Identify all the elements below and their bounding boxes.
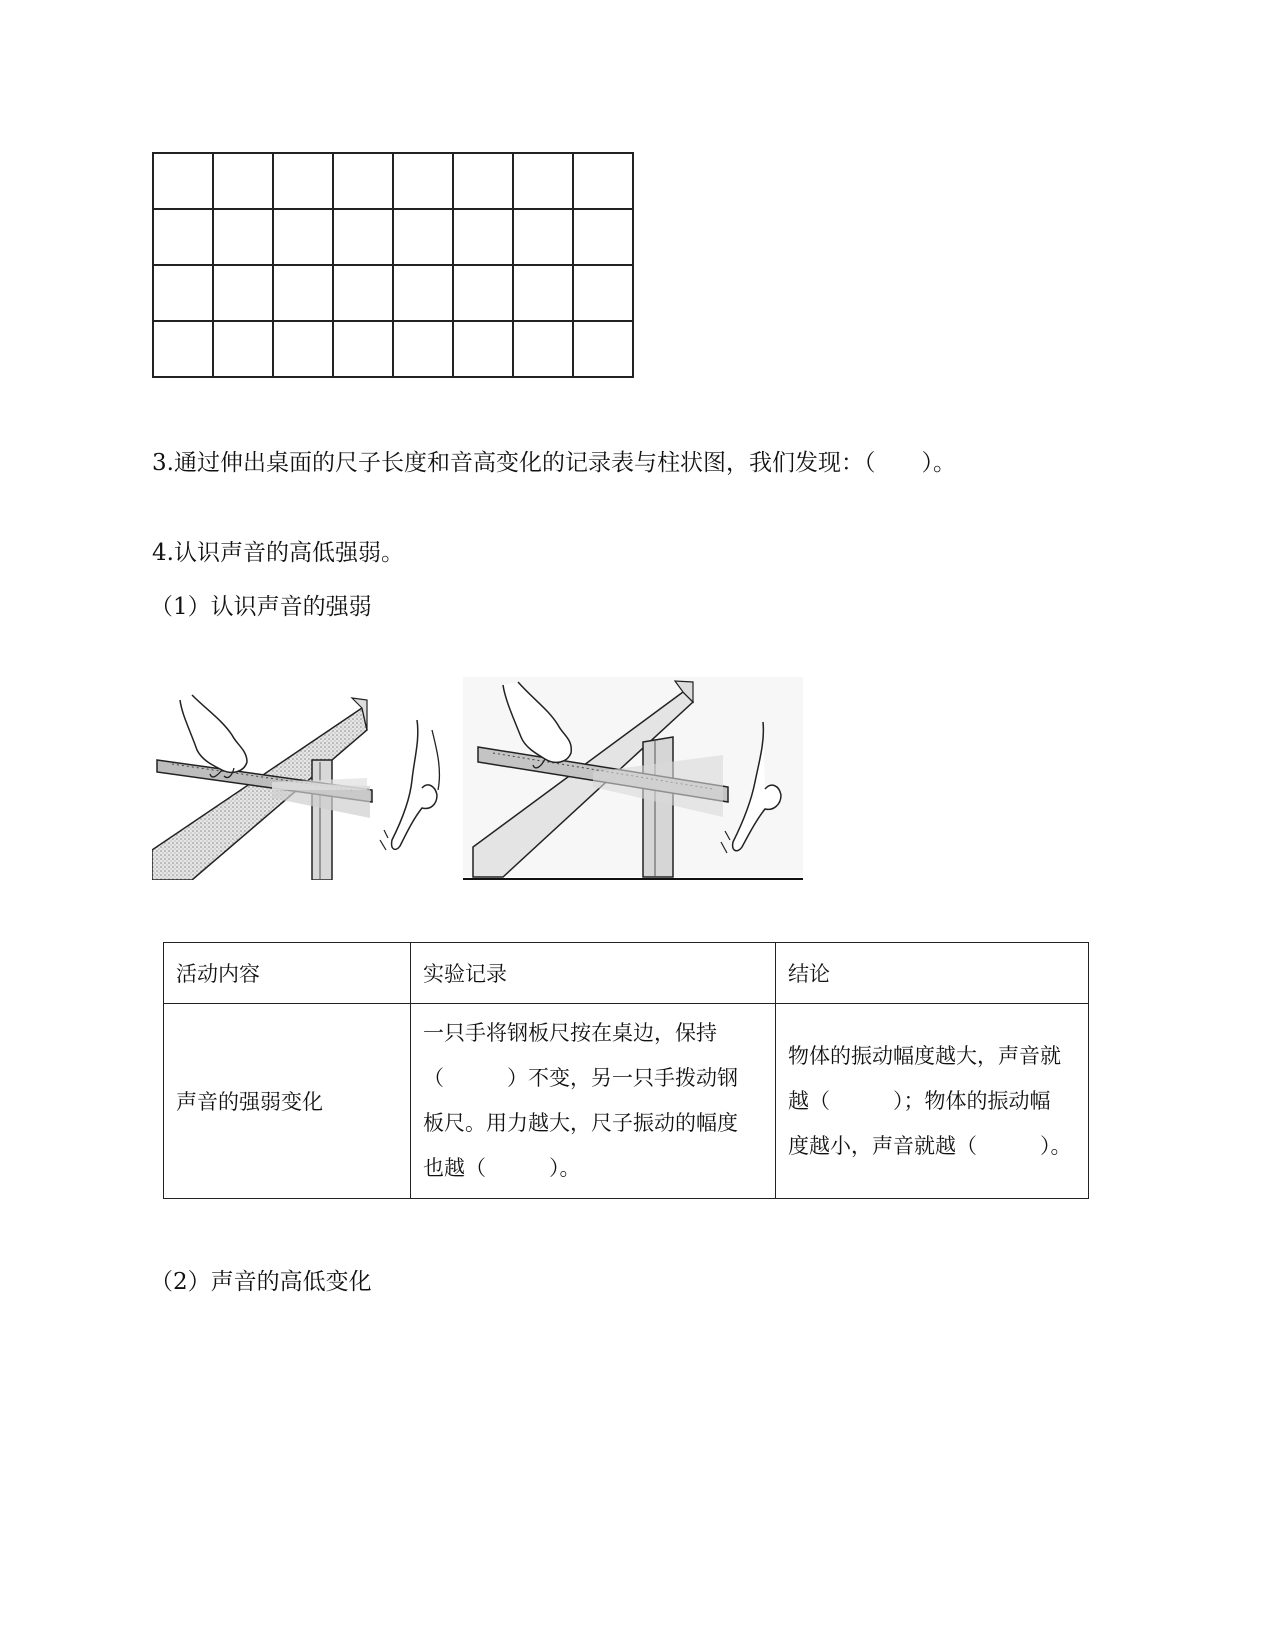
- grid-cell: [513, 209, 573, 265]
- grid-cell: [573, 209, 633, 265]
- grid-cell: [333, 321, 393, 377]
- header-record: 实验记录: [411, 943, 776, 1004]
- ruler-vibration-illustration-large: [463, 677, 803, 882]
- grid-cell: [213, 265, 273, 321]
- grid-cell: [393, 153, 453, 209]
- grid-cell: [573, 153, 633, 209]
- conclusion-line: 度越小，声音就越（ ）。: [788, 1133, 1072, 1158]
- grid-cell: [453, 209, 513, 265]
- grid-row: [153, 321, 633, 377]
- experiment-record-table: [163, 942, 1089, 1199]
- subquestion-2: （2）声音的高低变化: [150, 1269, 372, 1295]
- grid-cell: [213, 153, 273, 209]
- grid-cell: [573, 321, 633, 377]
- grid-cell: [453, 265, 513, 321]
- grid-cell: [453, 321, 513, 377]
- conclusion-cell: [776, 1004, 1089, 1199]
- grid-cell: [513, 153, 573, 209]
- conclusion-line: 物体的振动幅度越大，声音就: [788, 1043, 1061, 1068]
- grid-row: [153, 153, 633, 209]
- record-line: 一只手将钢板尺按在桌边，保持: [423, 1021, 717, 1045]
- question-3: 3.通过伸出桌面的尺子长度和音高变化的记录表与柱状图，我们发现：（ ）。: [152, 450, 956, 476]
- ruler-vibration-illustration-small: [152, 690, 457, 880]
- grid-cell: [273, 209, 333, 265]
- record-line: （ ）不变，另一只手拨动钢: [423, 1066, 738, 1090]
- grid-cell: [333, 209, 393, 265]
- record-line: 板尺。用力越大，尺子振动的幅度: [423, 1111, 738, 1135]
- grid-cell: [213, 209, 273, 265]
- grid-cell: [333, 265, 393, 321]
- grid-cell: [393, 321, 453, 377]
- grid-cell: [153, 209, 213, 265]
- question-4: 4.认识声音的高低强弱。: [152, 540, 404, 566]
- grid-cell: [273, 321, 333, 377]
- grid-cell: [513, 321, 573, 377]
- header-activity: 活动内容: [164, 943, 411, 1004]
- grid-row: [153, 265, 633, 321]
- grid-row: [153, 209, 633, 265]
- grid-cell: [273, 265, 333, 321]
- record-line: 也越（ ）。: [423, 1156, 581, 1180]
- grid-cell: [213, 321, 273, 377]
- grid-cell: [393, 209, 453, 265]
- grid-cell: [573, 265, 633, 321]
- header-conclusion: 结论: [776, 943, 1089, 1004]
- activity-cell: 声音的强弱变化: [164, 1004, 411, 1199]
- grid-cell: [453, 153, 513, 209]
- empty-chart-grid: [152, 152, 634, 378]
- subquestion-1: （1）认识声音的强弱: [150, 594, 372, 620]
- grid-cell: [153, 321, 213, 377]
- grid-cell: [393, 265, 453, 321]
- grid-cell: [513, 265, 573, 321]
- grid-cell: [153, 153, 213, 209]
- conclusion-line: 越（ ）；物体的振动幅: [788, 1088, 1051, 1113]
- grid-cell: [273, 153, 333, 209]
- grid-cell: [153, 265, 213, 321]
- grid-cell: [333, 153, 393, 209]
- record-cell: [411, 1004, 776, 1199]
